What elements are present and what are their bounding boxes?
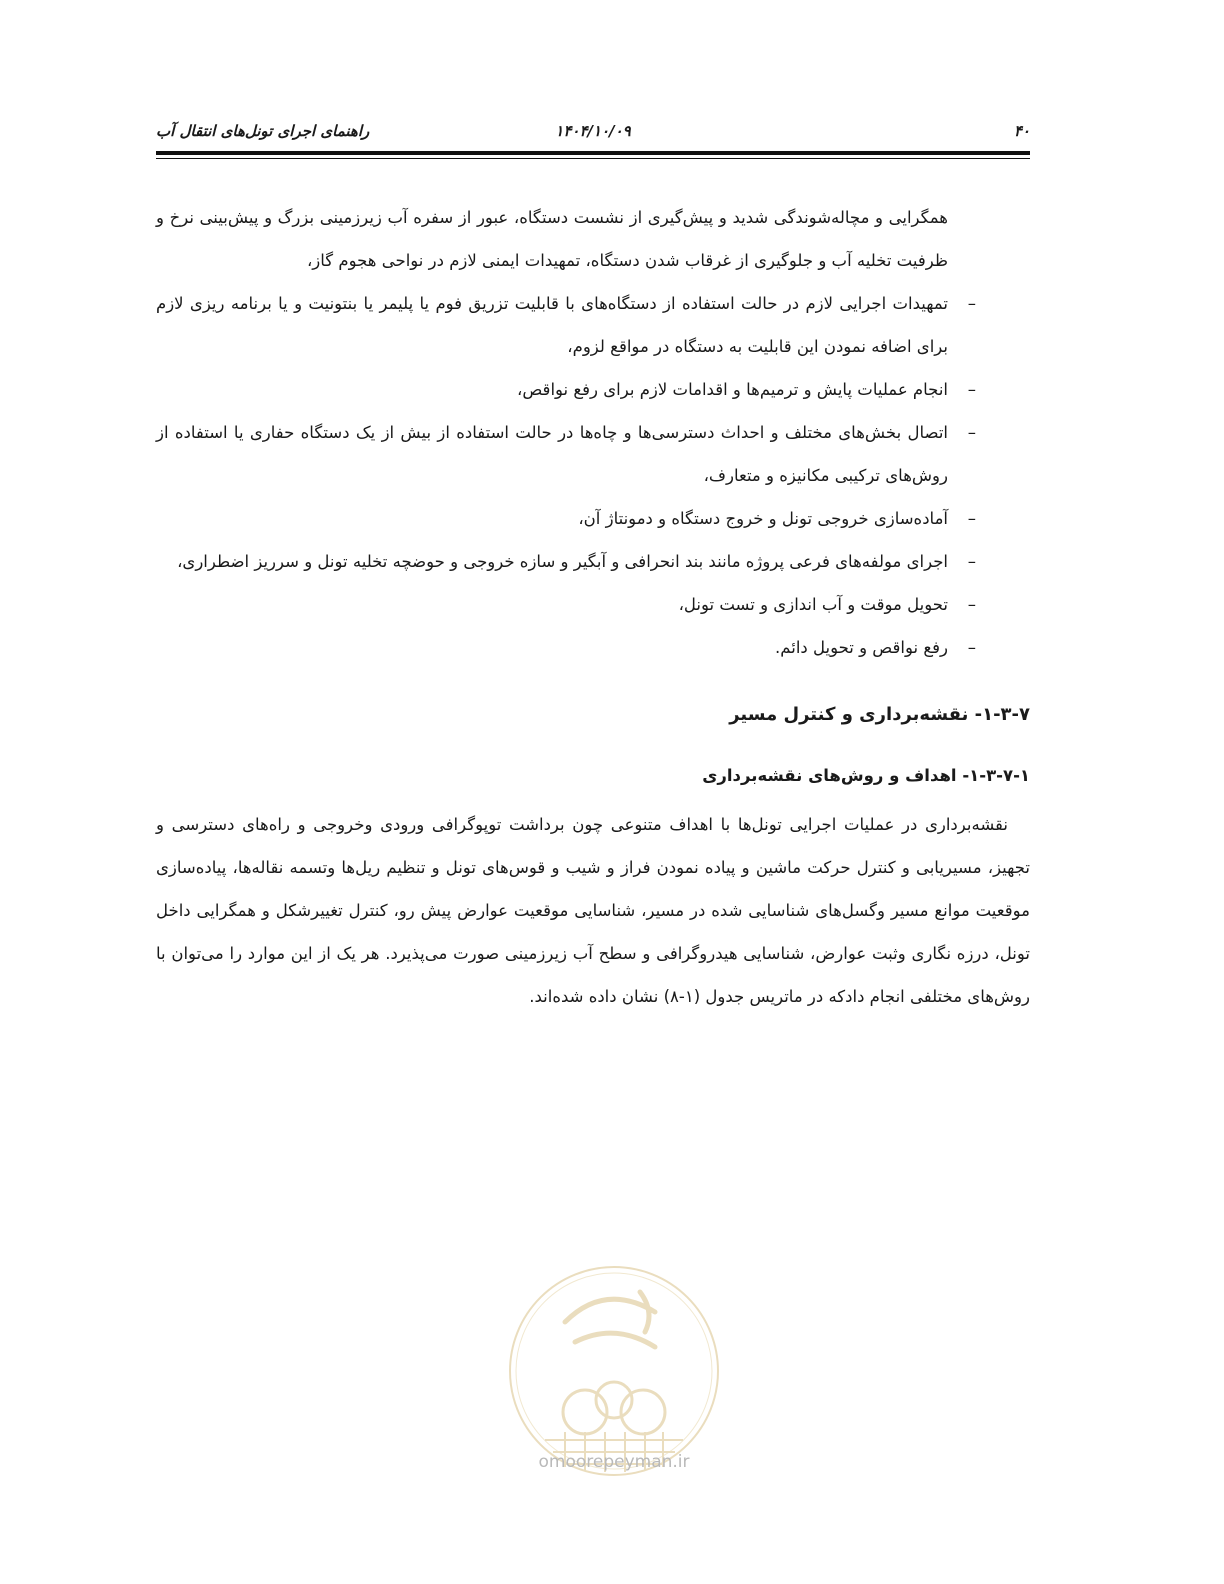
watermark-logo-icon bbox=[505, 1262, 723, 1480]
list-item-text: تحویل موقت و آب اندازی و تست تونل، bbox=[678, 595, 948, 614]
list-item bbox=[156, 368, 1030, 411]
list-item-text: انجام عملیات پایش و ترمیم‌ها و اقدامات لازم برای رفع نواقص، bbox=[517, 380, 948, 399]
list-item bbox=[156, 540, 1030, 583]
list-item bbox=[156, 583, 1030, 626]
subsection-heading: ۱-۳-۷-۱- اهداف و روش‌های نقشه‌برداری bbox=[702, 766, 1030, 785]
page-number: ۴۰ bbox=[1013, 122, 1030, 140]
list-item bbox=[156, 497, 1030, 540]
continuation-paragraph: همگرایی و مچاله‌شوندگی شدید و پیش‌گیری از نشست دستگاه، عبور از سفره آب زیرزمینی بزرگ و پیش‌بینی نرخ و ظرفیت تخلیه آب و جلوگیری از غرقاب شدن دستگاه، تمهیدات ایمنی لازم در نواحی هجوم گاز، bbox=[156, 208, 948, 270]
dash-marker: – bbox=[967, 552, 976, 571]
list-item bbox=[156, 411, 1030, 497]
list-item-text: آماده‌سازی خروجی تونل و خروج دستگاه و دمونتاژ آن، bbox=[578, 509, 948, 528]
body-paragraph: نقشه‌برداری در عملیات اجرایی تونل‌ها با اهداف متنوعی چون برداشت توپوگرافی ورودی وخروجی و راه‌های دسترسی و تجهیز، مسیریابی و کنترل حرکت ماشین و پیاده نمودن فراز و شیب و قوس‌های تونل و تنظیم ریل‌ها وتسمه نقاله‌ها، پیاده‌سازی موقعیت موانع مسیر وگسل‌های شناسایی شده در مسیر، شناسایی موقعیت عوارض پیش رو، کنترل تغییرشکل و همگرایی داخل تونل، درزه نگاری وثبت عوارض، شناسایی هیدروگرافی و سطح آب زیرزمینی صورت می‌پذیرد. هر یک از این موارد را می‌توان با روش‌های مختلفی انجام دادکه در ماتریس جدول (۱-۸) نشان داده شده‌اند. bbox=[156, 815, 1030, 1006]
list-item bbox=[156, 282, 1030, 368]
header-date: ۱۴۰۴/۱۰/۰۹ bbox=[555, 122, 631, 140]
header-title: راهنمای اجرای تونل‌های انتقال آب bbox=[156, 122, 370, 140]
page-header bbox=[156, 118, 1030, 148]
bullet-list bbox=[156, 282, 1030, 669]
dash-marker: – bbox=[967, 423, 976, 442]
header-rule-thin bbox=[156, 158, 1030, 159]
list-item-text: اتصال بخش‌های مختلف و احداث دسترسی‌ها و چاه‌ها در حالت استفاده از بیش از یک دستگاه حفاری یا استفاده از روش‌های ترکیبی مکانیزه و متعارف، bbox=[156, 423, 948, 485]
dash-marker: – bbox=[967, 638, 976, 657]
dash-marker: – bbox=[967, 380, 976, 399]
dash-marker: – bbox=[967, 509, 976, 528]
list-item-text: تمهیدات اجرایی لازم در حالت استفاده از دستگاه‌های با قابلیت تزریق فوم یا پلیمر یا بنتونیت و یا برنامه ریزی لازم برای اضافه نمودن این قابلیت به دستگاه در مواقع لزوم، bbox=[156, 294, 948, 356]
watermark-site-text: omoorepeyman.ir bbox=[538, 1452, 690, 1472]
list-item bbox=[156, 626, 1030, 669]
list-item-text: اجرای مولفه‌های فرعی پروژه مانند بند انحرافی و آبگیر و سازه خروجی و حوضچه تخلیه تونل و سرریز اضطراری، bbox=[177, 552, 948, 571]
list-item-text: رفع نواقص و تحویل دائم. bbox=[775, 638, 948, 657]
section-heading: ۱-۳-۷- نقشه‌برداری و کنترل مسیر bbox=[729, 704, 1030, 725]
dash-marker: – bbox=[967, 294, 976, 313]
header-rule-thick bbox=[156, 151, 1030, 155]
dash-marker: – bbox=[967, 595, 976, 614]
page-body bbox=[156, 196, 1030, 1018]
